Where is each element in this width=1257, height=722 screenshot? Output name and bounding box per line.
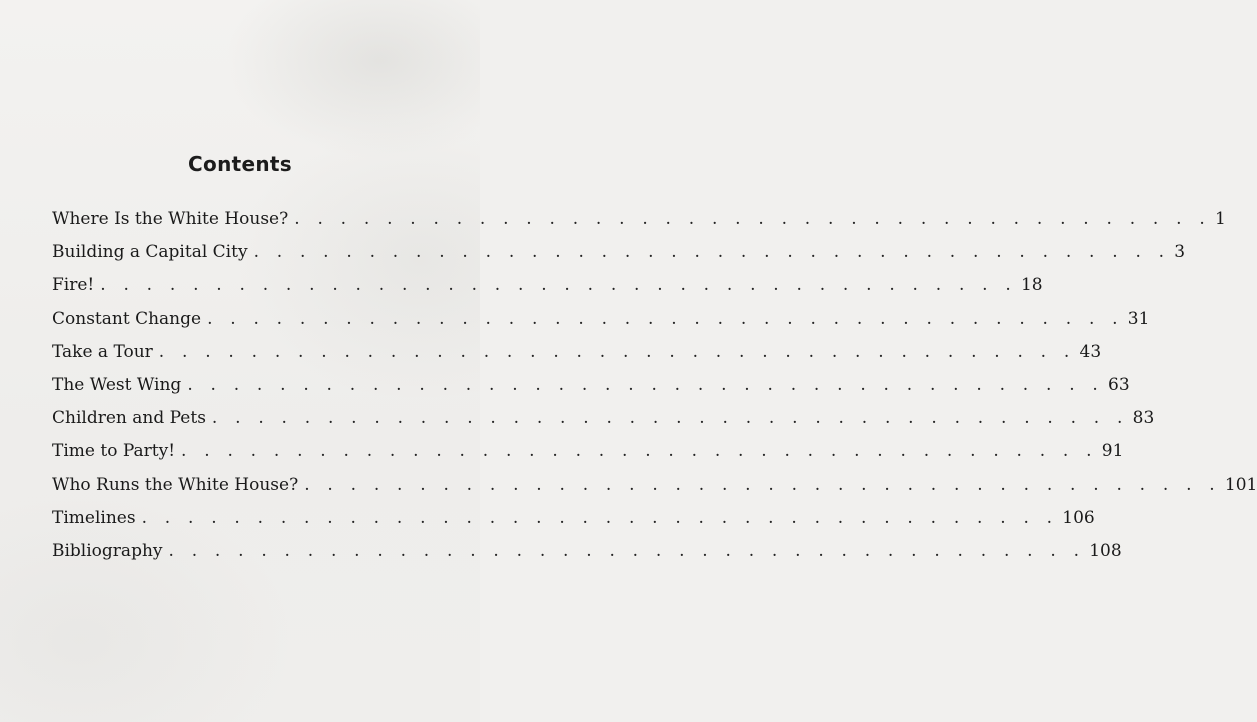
toc-entry-page: 18 [1020, 275, 1043, 296]
toc-entry-title: Fire! [52, 275, 95, 296]
toc-entry-title: Constant Change [52, 308, 202, 329]
toc-entry-page: 101 [1224, 474, 1257, 495]
toc-entry-page: 3 [1174, 242, 1186, 263]
table-of-contents [52, 209, 1257, 574]
toc-entry [52, 242, 1186, 275]
toc-entry [52, 507, 1095, 541]
dot-leader: . . . . . . . . . . . . . . . . . . . . . . . . . . . . . . . . . . . . . . . . [304, 474, 1221, 495]
dot-leader: . . . . . . . . . . . . . . . . . . . . . . . . . . . . . . . . . . . . . . . . [211, 408, 1129, 429]
toc-entry [52, 408, 1155, 441]
dot-leader: . . . . . . . . . . . . . . . . . . . . . . . . . . . . . . . . . . . . . . . . [158, 341, 1076, 362]
toc-entry [52, 308, 1150, 342]
dot-leader: . . . . . . . . . . . . . . . . . . . . . . . . . . . . . . . . . . . . . . . . [207, 308, 1124, 329]
toc-entry [52, 275, 1043, 308]
toc-entry-title: Building a Capital City [52, 242, 248, 263]
dot-leader: . . . . . . . . . . . . . . . . . . . . . . . . . . . . . . . . . . . . . . . . [181, 441, 1098, 462]
toc-entry-title: Who Runs the White House? [52, 474, 299, 495]
toc-entry-page: 31 [1127, 308, 1150, 329]
toc-entry [52, 540, 1122, 574]
toc-entry-page: 43 [1079, 341, 1102, 362]
dot-leader: . . . . . . . . . . . . . . . . . . . . . . . . . . . . . . . . . . . . . . . . [187, 374, 1105, 395]
toc-entry-title: Bibliography [52, 540, 163, 561]
toc-entry-page: 63 [1108, 374, 1130, 395]
toc-entry-title: Time to Party! [52, 441, 176, 462]
dot-leader: . . . . . . . . . . . . . . . . . . . . . . . . . . . . . . . . . . . . . . . . [100, 275, 1017, 296]
dot-leader: . . . . . . . . . . . . . . . . . . . . . . . . . . . . . . . . . . . . . . . . [168, 540, 1086, 561]
toc-entry [52, 341, 1102, 375]
toc-entry [52, 474, 1257, 508]
toc-entry [52, 441, 1124, 474]
toc-entry [52, 209, 1226, 242]
toc-entry-title: Take a Tour [52, 341, 153, 362]
toc-entry-page: 106 [1062, 507, 1095, 528]
dot-leader: . . . . . . . . . . . . . . . . . . . . . . . . . . . . . . . . . . . . . . . . [294, 209, 1211, 229]
toc-entry-title: Where Is the White House? [52, 209, 289, 229]
dot-leader: . . . . . . . . . . . . . . . . . . . . . . . . . . . . . . . . . . . . . . . . [141, 507, 1059, 528]
toc-entry-page: 108 [1089, 540, 1122, 561]
toc-entry-page: 1 [1214, 209, 1226, 229]
toc-entry-title: Children and Pets [52, 408, 206, 429]
toc-entry [52, 374, 1130, 408]
page-title: Contents [188, 152, 292, 176]
toc-entry-title: Timelines [52, 507, 136, 528]
toc-entry-page: 91 [1101, 441, 1124, 462]
toc-entry-title: The West Wing [52, 374, 182, 395]
toc-entry-page: 83 [1132, 408, 1155, 429]
dot-leader: . . . . . . . . . . . . . . . . . . . . . . . . . . . . . . . . . . . . . . . . [253, 242, 1171, 263]
